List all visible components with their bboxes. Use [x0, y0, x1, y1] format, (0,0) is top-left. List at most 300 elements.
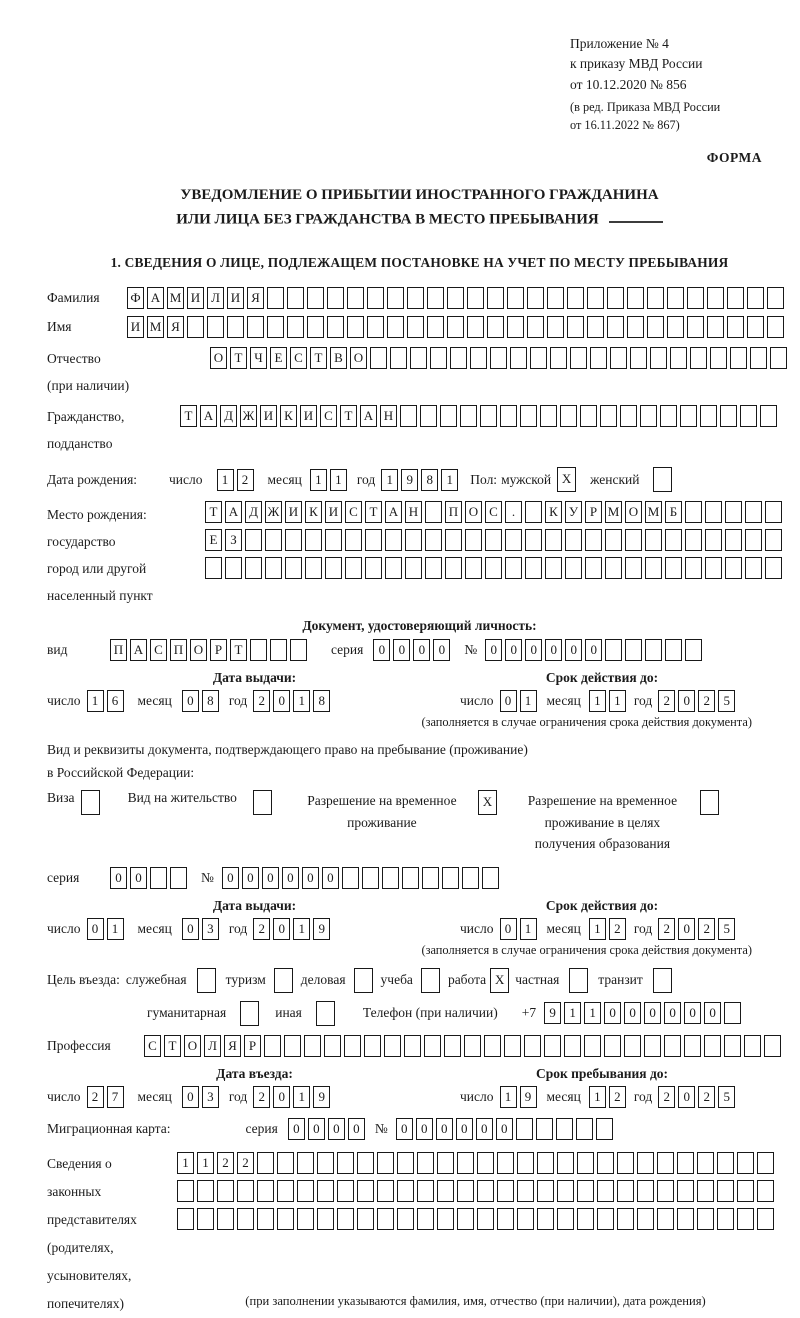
- form-cell[interactable]: [744, 1035, 761, 1057]
- form-cell[interactable]: И: [260, 405, 277, 427]
- form-cell[interactable]: [460, 405, 477, 427]
- form-cell[interactable]: И: [187, 287, 204, 309]
- form-cell[interactable]: [585, 529, 602, 551]
- form-cell[interactable]: О: [190, 639, 207, 661]
- form-cell[interactable]: [704, 1035, 721, 1057]
- form-cell[interactable]: 1: [87, 690, 104, 712]
- form-cell[interactable]: А: [147, 287, 164, 309]
- form-cell[interactable]: 2: [658, 918, 675, 940]
- form-cell[interactable]: [257, 1208, 274, 1230]
- form-cell[interactable]: С: [144, 1035, 161, 1057]
- form-cell[interactable]: [425, 557, 442, 579]
- form-cell[interactable]: [410, 347, 427, 369]
- form-cell[interactable]: [337, 1208, 354, 1230]
- form-cell[interactable]: [305, 529, 322, 551]
- form-cell[interactable]: [725, 557, 742, 579]
- form-cell[interactable]: [607, 287, 624, 309]
- form-cell[interactable]: [425, 501, 442, 523]
- form-cell[interactable]: 0: [262, 867, 279, 889]
- form-cell[interactable]: [265, 557, 282, 579]
- form-cell[interactable]: 0: [348, 1118, 365, 1140]
- form-cell[interactable]: О: [625, 501, 642, 523]
- form-cell[interactable]: [397, 1208, 414, 1230]
- form-cell[interactable]: С: [150, 639, 167, 661]
- form-cell[interactable]: X: [557, 467, 576, 492]
- form-cell[interactable]: [767, 316, 784, 338]
- form-cell[interactable]: [737, 1180, 754, 1202]
- form-cell[interactable]: [317, 1208, 334, 1230]
- form-cell[interactable]: [81, 790, 100, 815]
- form-cell[interactable]: [345, 557, 362, 579]
- form-cell[interactable]: [605, 557, 622, 579]
- form-cell[interactable]: 8: [313, 690, 330, 712]
- form-cell[interactable]: Т: [340, 405, 357, 427]
- form-cell[interactable]: [347, 287, 364, 309]
- form-cell[interactable]: [687, 287, 704, 309]
- form-cell[interactable]: 0: [684, 1002, 701, 1024]
- form-cell[interactable]: Т: [180, 405, 197, 427]
- form-cell[interactable]: [665, 557, 682, 579]
- form-cell[interactable]: Т: [310, 347, 327, 369]
- form-cell[interactable]: [465, 529, 482, 551]
- form-cell[interactable]: 2: [658, 690, 675, 712]
- form-cell[interactable]: [627, 316, 644, 338]
- form-cell[interactable]: 0: [485, 639, 502, 661]
- form-cell[interactable]: [447, 316, 464, 338]
- form-cell[interactable]: [565, 557, 582, 579]
- form-cell[interactable]: 2: [253, 690, 270, 712]
- form-cell[interactable]: [367, 287, 384, 309]
- form-cell[interactable]: [527, 287, 544, 309]
- form-cell[interactable]: [576, 1118, 593, 1140]
- form-cell[interactable]: [684, 1035, 701, 1057]
- form-cell[interactable]: [625, 639, 642, 661]
- form-cell[interactable]: [745, 557, 762, 579]
- form-cell[interactable]: [705, 529, 722, 551]
- form-cell[interactable]: [544, 1035, 561, 1057]
- form-cell[interactable]: А: [200, 405, 217, 427]
- form-cell[interactable]: 0: [273, 690, 290, 712]
- form-cell[interactable]: [500, 405, 517, 427]
- form-cell[interactable]: [417, 1208, 434, 1230]
- form-cell[interactable]: [445, 529, 462, 551]
- form-cell[interactable]: [720, 405, 737, 427]
- form-cell[interactable]: 1: [520, 918, 537, 940]
- form-cell[interactable]: [637, 1208, 654, 1230]
- form-cell[interactable]: [462, 867, 479, 889]
- form-cell[interactable]: 5: [718, 690, 735, 712]
- form-cell[interactable]: [507, 287, 524, 309]
- form-cell[interactable]: Б: [665, 501, 682, 523]
- form-cell[interactable]: [627, 287, 644, 309]
- form-cell[interactable]: [400, 405, 417, 427]
- form-cell[interactable]: 1: [310, 469, 327, 491]
- form-cell[interactable]: [587, 287, 604, 309]
- form-cell[interactable]: [485, 529, 502, 551]
- form-cell[interactable]: [264, 1035, 281, 1057]
- form-cell[interactable]: М: [147, 316, 164, 338]
- form-cell[interactable]: [382, 867, 399, 889]
- form-cell[interactable]: Я: [224, 1035, 241, 1057]
- form-cell[interactable]: М: [645, 501, 662, 523]
- form-cell[interactable]: З: [225, 529, 242, 551]
- form-cell[interactable]: [569, 968, 588, 993]
- form-cell[interactable]: [604, 1035, 621, 1057]
- form-cell[interactable]: 0: [704, 1002, 721, 1024]
- form-cell[interactable]: [404, 1035, 421, 1057]
- form-cell[interactable]: [197, 968, 216, 993]
- form-cell[interactable]: [253, 790, 272, 815]
- form-cell[interactable]: [660, 405, 677, 427]
- form-cell[interactable]: 8: [421, 469, 438, 491]
- form-cell[interactable]: О: [350, 347, 367, 369]
- form-cell[interactable]: 1: [584, 1002, 601, 1024]
- form-cell[interactable]: [705, 501, 722, 523]
- form-cell[interactable]: [657, 1208, 674, 1230]
- form-cell[interactable]: [644, 1035, 661, 1057]
- form-cell[interactable]: 1: [609, 690, 626, 712]
- form-cell[interactable]: [707, 316, 724, 338]
- form-cell[interactable]: [764, 1035, 781, 1057]
- form-cell[interactable]: К: [305, 501, 322, 523]
- form-cell[interactable]: 9: [544, 1002, 561, 1024]
- form-cell[interactable]: 2: [253, 918, 270, 940]
- form-cell[interactable]: [750, 347, 767, 369]
- form-cell[interactable]: 0: [308, 1118, 325, 1140]
- form-cell[interactable]: [727, 316, 744, 338]
- form-cell[interactable]: [484, 1035, 501, 1057]
- form-cell[interactable]: [482, 867, 499, 889]
- form-cell[interactable]: [257, 1180, 274, 1202]
- form-cell[interactable]: [527, 316, 544, 338]
- form-cell[interactable]: [725, 501, 742, 523]
- form-cell[interactable]: [290, 639, 307, 661]
- form-cell[interactable]: [707, 287, 724, 309]
- form-cell[interactable]: [587, 316, 604, 338]
- form-cell[interactable]: О: [184, 1035, 201, 1057]
- form-cell[interactable]: 2: [609, 918, 626, 940]
- form-cell[interactable]: 0: [436, 1118, 453, 1140]
- form-cell[interactable]: О: [465, 501, 482, 523]
- form-cell[interactable]: [550, 347, 567, 369]
- form-cell[interactable]: Е: [270, 347, 287, 369]
- form-cell[interactable]: [530, 347, 547, 369]
- form-cell[interactable]: 2: [658, 1086, 675, 1108]
- form-cell[interactable]: [545, 557, 562, 579]
- form-cell[interactable]: [517, 1208, 534, 1230]
- form-cell[interactable]: 0: [396, 1118, 413, 1140]
- form-cell[interactable]: [402, 867, 419, 889]
- form-cell[interactable]: [665, 529, 682, 551]
- form-cell[interactable]: [745, 501, 762, 523]
- form-cell[interactable]: [465, 557, 482, 579]
- form-cell[interactable]: М: [605, 501, 622, 523]
- form-cell[interactable]: 0: [678, 1086, 695, 1108]
- form-cell[interactable]: [670, 347, 687, 369]
- form-cell[interactable]: [385, 557, 402, 579]
- form-cell[interactable]: М: [167, 287, 184, 309]
- form-cell[interactable]: [247, 316, 264, 338]
- form-cell[interactable]: [227, 316, 244, 338]
- form-cell[interactable]: [217, 1180, 234, 1202]
- form-cell[interactable]: [487, 287, 504, 309]
- form-cell[interactable]: [650, 347, 667, 369]
- form-cell[interactable]: [617, 1208, 634, 1230]
- form-cell[interactable]: [245, 557, 262, 579]
- form-cell[interactable]: 9: [401, 469, 418, 491]
- form-cell[interactable]: [747, 287, 764, 309]
- form-cell[interactable]: [570, 347, 587, 369]
- form-cell[interactable]: .: [505, 501, 522, 523]
- form-cell[interactable]: Л: [207, 287, 224, 309]
- form-cell[interactable]: 2: [237, 1152, 254, 1174]
- form-cell[interactable]: [747, 316, 764, 338]
- form-cell[interactable]: 0: [500, 918, 517, 940]
- form-cell[interactable]: 0: [500, 690, 517, 712]
- form-cell[interactable]: [422, 867, 439, 889]
- form-cell[interactable]: [710, 347, 727, 369]
- form-cell[interactable]: [585, 557, 602, 579]
- form-cell[interactable]: [424, 1035, 441, 1057]
- form-cell[interactable]: [207, 316, 224, 338]
- form-cell[interactable]: [354, 968, 373, 993]
- form-cell[interactable]: X: [490, 968, 509, 993]
- form-cell[interactable]: [357, 1208, 374, 1230]
- form-cell[interactable]: П: [110, 639, 127, 661]
- form-cell[interactable]: [757, 1208, 774, 1230]
- form-cell[interactable]: Я: [247, 287, 264, 309]
- form-cell[interactable]: [724, 1002, 741, 1024]
- form-cell[interactable]: [724, 1035, 741, 1057]
- form-cell[interactable]: А: [360, 405, 377, 427]
- form-cell[interactable]: [605, 639, 622, 661]
- form-cell[interactable]: [430, 347, 447, 369]
- form-cell[interactable]: [697, 1208, 714, 1230]
- form-cell[interactable]: [705, 557, 722, 579]
- form-cell[interactable]: Т: [164, 1035, 181, 1057]
- form-cell[interactable]: [565, 529, 582, 551]
- form-cell[interactable]: [445, 557, 462, 579]
- form-cell[interactable]: [630, 347, 647, 369]
- form-cell[interactable]: Н: [380, 405, 397, 427]
- form-cell[interactable]: [327, 316, 344, 338]
- form-cell[interactable]: 0: [242, 867, 259, 889]
- form-cell[interactable]: 3: [202, 918, 219, 940]
- form-cell[interactable]: 1: [381, 469, 398, 491]
- form-cell[interactable]: [677, 1180, 694, 1202]
- form-cell[interactable]: 0: [525, 639, 542, 661]
- form-cell[interactable]: [407, 316, 424, 338]
- form-cell[interactable]: [667, 287, 684, 309]
- form-cell[interactable]: Т: [230, 347, 247, 369]
- form-cell[interactable]: [297, 1208, 314, 1230]
- form-cell[interactable]: 0: [604, 1002, 621, 1024]
- form-cell[interactable]: [397, 1180, 414, 1202]
- form-cell[interactable]: [567, 287, 584, 309]
- form-cell[interactable]: 1: [441, 469, 458, 491]
- form-cell[interactable]: [217, 1208, 234, 1230]
- form-cell[interactable]: 1: [293, 918, 310, 940]
- form-cell[interactable]: 1: [520, 690, 537, 712]
- form-cell[interactable]: [624, 1035, 641, 1057]
- form-cell[interactable]: [325, 557, 342, 579]
- form-cell[interactable]: [677, 1208, 694, 1230]
- form-cell[interactable]: 9: [520, 1086, 537, 1108]
- form-cell[interactable]: [727, 287, 744, 309]
- form-cell[interactable]: [477, 1180, 494, 1202]
- form-cell[interactable]: А: [130, 639, 147, 661]
- form-cell[interactable]: [387, 316, 404, 338]
- form-cell[interactable]: [547, 316, 564, 338]
- form-cell[interactable]: Р: [244, 1035, 261, 1057]
- form-cell[interactable]: [745, 529, 762, 551]
- form-cell[interactable]: [177, 1180, 194, 1202]
- form-cell[interactable]: [384, 1035, 401, 1057]
- form-cell[interactable]: И: [325, 501, 342, 523]
- form-cell[interactable]: [557, 1180, 574, 1202]
- form-cell[interactable]: [700, 790, 719, 815]
- form-cell[interactable]: [665, 639, 682, 661]
- form-cell[interactable]: [442, 867, 459, 889]
- form-cell[interactable]: [497, 1208, 514, 1230]
- form-cell[interactable]: [510, 347, 527, 369]
- form-cell[interactable]: 2: [609, 1086, 626, 1108]
- form-cell[interactable]: Ч: [250, 347, 267, 369]
- form-cell[interactable]: [557, 1208, 574, 1230]
- form-cell[interactable]: С: [290, 347, 307, 369]
- form-cell[interactable]: [237, 1208, 254, 1230]
- form-cell[interactable]: [605, 529, 622, 551]
- form-cell[interactable]: 0: [433, 639, 450, 661]
- form-cell[interactable]: [362, 867, 379, 889]
- form-cell[interactable]: [390, 347, 407, 369]
- form-cell[interactable]: [657, 1180, 674, 1202]
- form-cell[interactable]: [467, 287, 484, 309]
- form-cell[interactable]: [607, 316, 624, 338]
- form-cell[interactable]: 0: [222, 867, 239, 889]
- form-cell[interactable]: [725, 529, 742, 551]
- form-cell[interactable]: [467, 316, 484, 338]
- form-cell[interactable]: [653, 968, 672, 993]
- form-cell[interactable]: [560, 405, 577, 427]
- form-cell[interactable]: 7: [107, 1086, 124, 1108]
- form-cell[interactable]: 0: [456, 1118, 473, 1140]
- form-cell[interactable]: 0: [565, 639, 582, 661]
- form-cell[interactable]: [645, 529, 662, 551]
- form-cell[interactable]: 0: [585, 639, 602, 661]
- form-cell[interactable]: 0: [373, 639, 390, 661]
- form-cell[interactable]: [597, 1208, 614, 1230]
- form-cell[interactable]: [610, 347, 627, 369]
- form-cell[interactable]: [287, 287, 304, 309]
- form-cell[interactable]: Т: [365, 501, 382, 523]
- form-cell[interactable]: [597, 1180, 614, 1202]
- form-cell[interactable]: 1: [330, 469, 347, 491]
- form-cell[interactable]: [347, 316, 364, 338]
- form-cell[interactable]: 9: [313, 918, 330, 940]
- form-cell[interactable]: 0: [87, 918, 104, 940]
- form-cell[interactable]: [667, 316, 684, 338]
- form-cell[interactable]: [577, 1180, 594, 1202]
- form-cell[interactable]: [545, 529, 562, 551]
- form-cell[interactable]: [740, 405, 757, 427]
- form-cell[interactable]: 1: [589, 918, 606, 940]
- form-cell[interactable]: [440, 405, 457, 427]
- form-cell[interactable]: [507, 316, 524, 338]
- form-cell[interactable]: К: [545, 501, 562, 523]
- form-cell[interactable]: [485, 557, 502, 579]
- form-cell[interactable]: 0: [182, 690, 199, 712]
- form-cell[interactable]: [444, 1035, 461, 1057]
- form-cell[interactable]: [437, 1180, 454, 1202]
- form-cell[interactable]: 2: [237, 469, 254, 491]
- form-cell[interactable]: И: [285, 501, 302, 523]
- form-cell[interactable]: [197, 1180, 214, 1202]
- form-cell[interactable]: [342, 867, 359, 889]
- form-cell[interactable]: 8: [202, 690, 219, 712]
- form-cell[interactable]: [600, 405, 617, 427]
- form-cell[interactable]: 1: [293, 690, 310, 712]
- form-cell[interactable]: [490, 347, 507, 369]
- form-cell[interactable]: [464, 1035, 481, 1057]
- form-cell[interactable]: [387, 287, 404, 309]
- form-cell[interactable]: [425, 529, 442, 551]
- form-cell[interactable]: [690, 347, 707, 369]
- form-cell[interactable]: 0: [182, 1086, 199, 1108]
- form-cell[interactable]: 2: [698, 690, 715, 712]
- form-cell[interactable]: [596, 1118, 613, 1140]
- form-cell[interactable]: [760, 405, 777, 427]
- form-cell[interactable]: [717, 1208, 734, 1230]
- form-cell[interactable]: 0: [624, 1002, 641, 1024]
- form-cell[interactable]: [367, 316, 384, 338]
- form-cell[interactable]: [316, 1001, 335, 1026]
- form-cell[interactable]: 1: [564, 1002, 581, 1024]
- form-cell[interactable]: [470, 347, 487, 369]
- form-cell[interactable]: А: [225, 501, 242, 523]
- form-cell[interactable]: [590, 347, 607, 369]
- form-cell[interactable]: [517, 1180, 534, 1202]
- form-cell[interactable]: [664, 1035, 681, 1057]
- form-cell[interactable]: У: [565, 501, 582, 523]
- form-cell[interactable]: 5: [718, 1086, 735, 1108]
- form-cell[interactable]: [357, 1180, 374, 1202]
- form-cell[interactable]: Р: [210, 639, 227, 661]
- form-cell[interactable]: [617, 1180, 634, 1202]
- form-cell[interactable]: [240, 1001, 259, 1026]
- form-cell[interactable]: [647, 287, 664, 309]
- form-cell[interactable]: [505, 529, 522, 551]
- form-cell[interactable]: С: [320, 405, 337, 427]
- form-cell[interactable]: 2: [217, 1152, 234, 1174]
- form-cell[interactable]: [680, 405, 697, 427]
- form-cell[interactable]: 0: [393, 639, 410, 661]
- form-cell[interactable]: Д: [245, 501, 262, 523]
- form-cell[interactable]: [516, 1118, 533, 1140]
- form-cell[interactable]: [767, 287, 784, 309]
- form-cell[interactable]: Ф: [127, 287, 144, 309]
- form-cell[interactable]: [717, 1180, 734, 1202]
- form-cell[interactable]: [765, 529, 782, 551]
- form-cell[interactable]: [765, 557, 782, 579]
- form-cell[interactable]: 5: [718, 918, 735, 940]
- form-cell[interactable]: [620, 405, 637, 427]
- form-cell[interactable]: 0: [288, 1118, 305, 1140]
- form-cell[interactable]: [377, 1180, 394, 1202]
- form-cell[interactable]: [637, 1180, 654, 1202]
- form-cell[interactable]: [285, 529, 302, 551]
- form-cell[interactable]: [317, 1180, 334, 1202]
